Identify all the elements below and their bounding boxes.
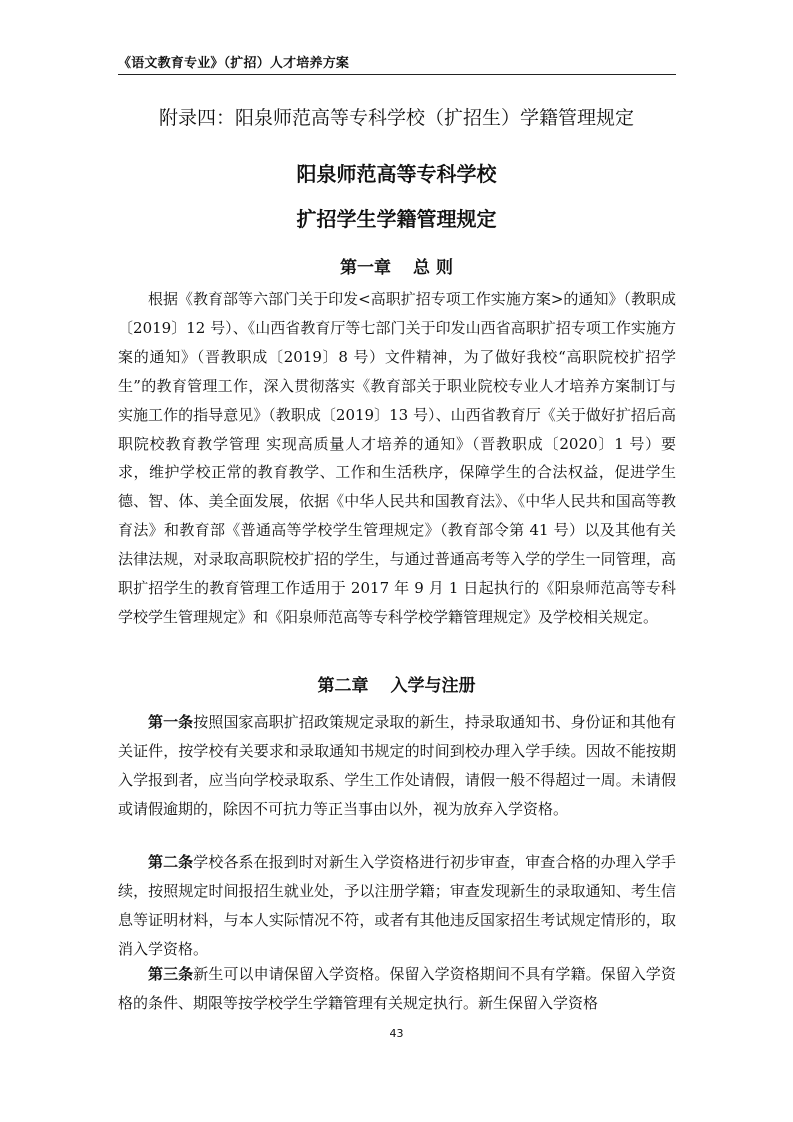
document-title-line-1: 阳泉师范高等专科学校 xyxy=(296,162,497,186)
document-title-line-2: 扩招学生学籍管理规定 xyxy=(296,207,497,231)
appendix-title: 附录四：阳泉师范高等专科学校（扩招生）学籍管理规定 xyxy=(158,107,634,129)
page-number: 43 xyxy=(389,1027,404,1040)
chapter-1-paragraph: 根据《教育部等六部门关于印发<高职扩招专项工作实施方案>的通知》（教职成〔2019〕12 号）、《山西省教育厅等七部门关于印发山西省高职扩招专项工作实施方案的通知》（晋教职成〔2019〕8 号）文件精神，为了做好我校“高职院校扩招学生”的教育管理工作，深入贯彻落实《教育部关于职业院校专业人才培养方案制订与实施工作的指导意见》（教职成〔2019〕13 号）、山西省教育厅《关于做好扩招后高职院校教育教学管理 实现高质量人才培养的通知》（晋教职成〔2020〕1 号）要求，维护学校正常的教育教学、工作和生活秩序，保障学生的合法权益，促进学生德、智、体、美全面发展，依据《中华人民共和国教育法》、《中华人民共和国高等教育法》和教育部《普通高等学校学生管理规定》（教育部令第 41 号）以及其他有关法律法规，对录取高职院校扩招的学生，与通过普通高考等入学的学生一同管理，高职扩招学生的教育管理工作适用于 2017 年 9 月 1 日起执行的《阳泉师范高等专科学校学生管理规定》和《阳泉师范高等专科学校学籍管理规定》及学校相关规定。 xyxy=(118,290,676,626)
article-2-label: 第二条 xyxy=(148,853,194,871)
chapter-1-heading xyxy=(0,253,793,278)
article-1-label: 第一条 xyxy=(148,713,194,731)
article-3 xyxy=(118,960,676,1016)
article-1-text: 按照国家高职扩招政策规定录取的新生，持录取通知书、身份证和其他有关证件，按学校有关要求和录取通知书规定的时间到校办理入学手续。因故不能按期入学报到者，应当向学校录取系、学生工作处请假，请假一般不得超过一周。未请假或请假逾期的，除因不可抗力等正当事由以外，视为放弃入学资格。 xyxy=(118,713,676,818)
chapter-2-heading xyxy=(0,671,793,696)
chapter-1-name: 总 则 xyxy=(413,258,453,278)
chapter-2-number: 第二章 xyxy=(317,676,369,696)
article-3-label: 第三条 xyxy=(148,965,194,983)
article-3-text: 新生可以申请保留入学资格。保留入学资格期间不具有学籍。保留入学资格的条件、期限等按学校学生学籍管理有关规定执行。新生保留入学资格 xyxy=(118,965,676,1012)
chapter-2-name: 入学与注册 xyxy=(390,676,476,696)
running-header: 《语文教育专业》（扩招）人才培养方案 xyxy=(118,56,350,71)
article-2-text: 学校各系在报到时对新生入学资格进行初步审查，审查合格的办理入学手续，按照规定时间报招生就业处，予以注册学籍；审查发现新生的录取通知、考生信息等证明材料，与本人实际情况不符，或者有其他违反国家招生考试规定情形的，取消入学资格。 xyxy=(118,853,676,958)
article-1 xyxy=(118,708,676,824)
header-rule xyxy=(118,74,676,75)
chapter-1-number: 第一章 xyxy=(340,258,392,278)
article-2 xyxy=(118,848,676,964)
